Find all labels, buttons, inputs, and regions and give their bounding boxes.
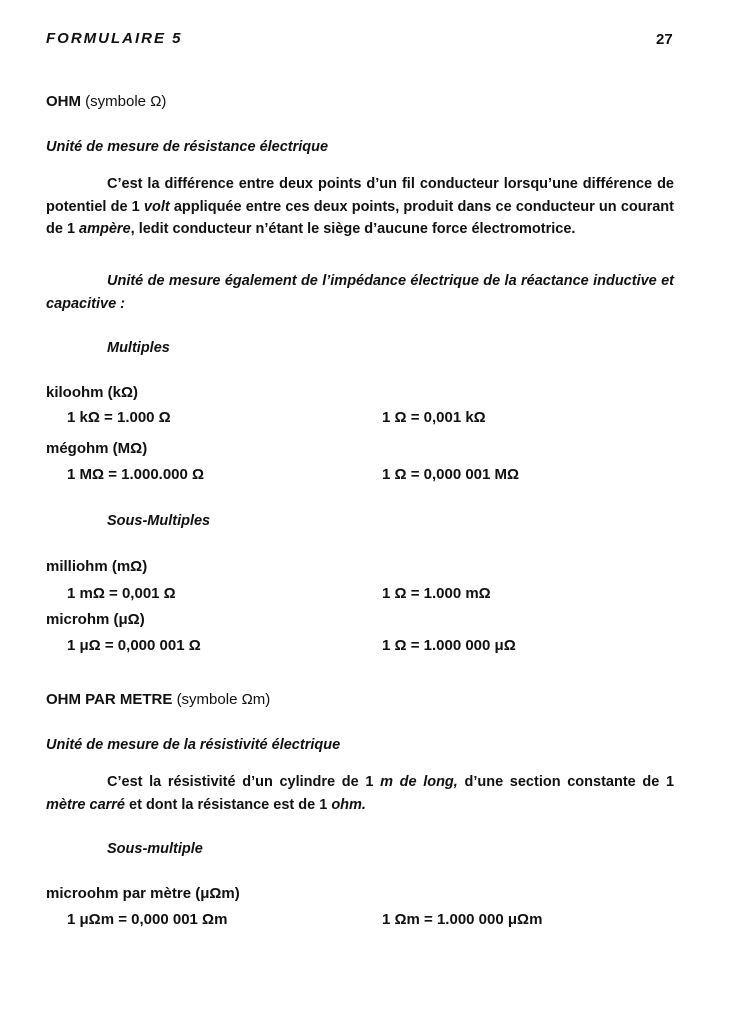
ohm-impedance-paragraph [46, 270, 674, 315]
milliohm-equation-left: 1 mΩ = 0,001 Ω [67, 585, 176, 602]
kiloohm-equation-right: 1 Ω = 0,001 kΩ [382, 409, 486, 426]
ohm-title-text: OHM [46, 93, 81, 110]
ohm-metre-para-c: et dont la résistance est de 1 [125, 796, 332, 813]
multiples-heading: Multiples [107, 340, 170, 356]
ohm-metre-para-metre-carre: mètre carré [46, 796, 125, 813]
ohm-metre-symbol: (symbole Ωm) [176, 691, 271, 708]
microohm-metre-equation-right: 1 Ωm = 1.000 000 μΩm [382, 911, 543, 928]
page-number: 27 [656, 31, 673, 48]
milliohm-equation-right: 1 Ω = 1.000 mΩ [382, 585, 491, 602]
ohm-para1-c: , ledit conducteur n’étant le siège d’aucune force électromotrice. [130, 221, 576, 237]
ohm-metre-para-b: d’une section constante de 1 [457, 774, 675, 790]
ohm-metre-title [46, 691, 270, 708]
ohm-para1-ampere: ampère [79, 221, 131, 237]
ohm-symbol: (symbole Ω) [85, 93, 167, 110]
microhm-equation-left: 1 μΩ = 0,000 001 Ω [67, 637, 201, 654]
ohm-metre-para-ohm: ohm. [331, 796, 366, 813]
ohm-metre-title-text: OHM PAR METRE [46, 691, 173, 708]
kiloohm-name: kiloohm (kΩ) [46, 384, 139, 401]
ohm-definition-paragraph [46, 173, 674, 241]
ohm-metre-subtitle: Unité de mesure de la résistivité électrique [46, 737, 341, 753]
megohm-equation-left: 1 MΩ = 1.000.000 Ω [67, 466, 205, 483]
ohm-title [46, 93, 166, 110]
ohm-para1-volt: volt [143, 198, 170, 215]
ohm-para2: Unité de mesure également de l’impédance électrique de la réactance inductive et capacitive : [46, 273, 674, 312]
milliohm-name: milliohm (mΩ) [46, 558, 148, 575]
submultiples-heading: Sous-Multiples [107, 513, 211, 529]
microhm-equation-right: 1 Ω = 1.000 000 μΩ [382, 637, 516, 654]
ohm-metre-definition-paragraph [46, 771, 674, 816]
megohm-equation-right: 1 Ω = 0,000 001 MΩ [382, 466, 520, 483]
megohm-name: mégohm (MΩ) [46, 440, 148, 457]
microohm-metre-equation-left: 1 μΩm = 0,000 001 Ωm [67, 911, 228, 928]
kiloohm-equation-left: 1 kΩ = 1.000 Ω [67, 409, 171, 426]
ohm-para1-b: appliquée entre ces deux points, produit dans ce conducteur un courant de 1 [46, 198, 674, 237]
ohm-metre-para-m: m de long, [380, 774, 458, 790]
microhm-name: microhm (μΩ) [46, 611, 145, 628]
submultiple-heading: Sous-multiple [107, 841, 203, 857]
ohm-metre-para-a: C’est la résistivité d’un cylindre de 1 [107, 774, 381, 790]
ohm-subtitle: Unité de mesure de résistance électrique [46, 139, 329, 155]
ohm-para1-a: C’est la différence entre deux points d’un fil conducteur lorsqu’une différence de potentiel de 1 [46, 176, 674, 215]
microohm-metre-name: microohm par mètre (μΩm) [46, 885, 240, 902]
running-header: FORMULAIRE 5 [46, 30, 183, 47]
